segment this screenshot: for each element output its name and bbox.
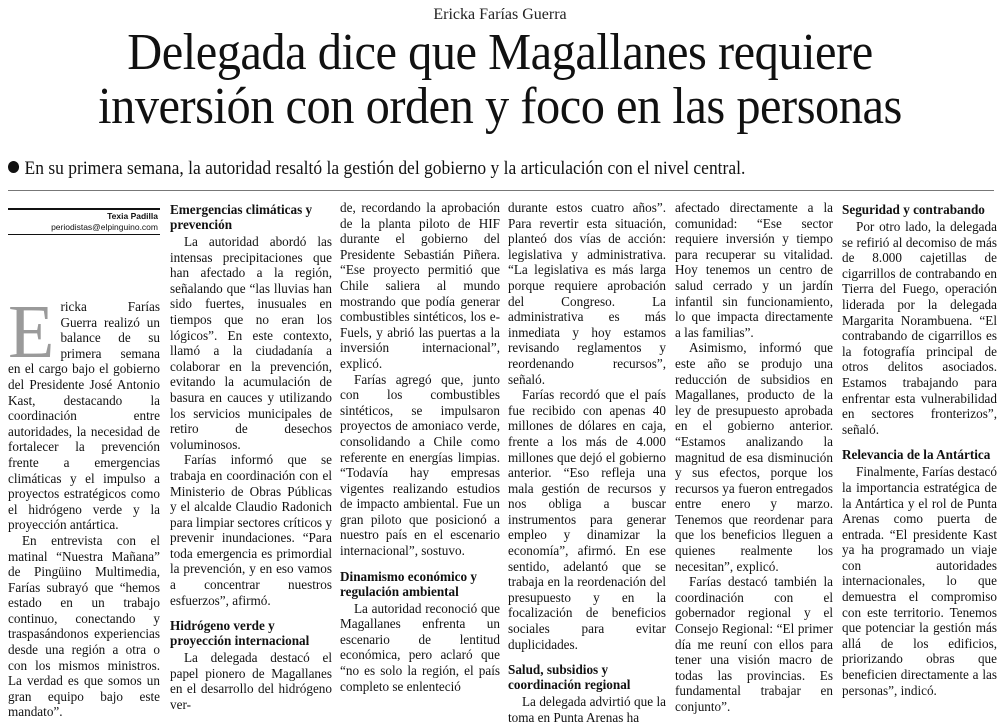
paragraph: La delegada advirtió que la toma en Punta Arenas ha	[508, 694, 666, 725]
bullet-icon	[8, 161, 19, 173]
paragraph: La autoridad reconoció que Magallanes enfrenta un escenario de lentitud económica, pero aclaró que “no es solo la región, el país completo se enlenteció	[340, 600, 500, 694]
drop-cap: E	[8, 290, 55, 374]
headline-line-1: Delegada dice que Magallanes requiere	[127, 24, 873, 81]
column-3	[340, 200, 500, 694]
deck	[8, 158, 919, 180]
headline	[35, 26, 965, 134]
column-1	[8, 200, 160, 720]
paragraph: Farías recordó que el país fue recibido con apenas 40 millones de dólares en caja, frente a los más de 4.000 millones que dejó el gobierno anterior. “Eso refleja una mala gestión de recursos y nos obliga a buscar instrumentos para generar empleo y dinamizar la economía”, afirmó. En ese sentido, adelantó que se trabaja en la reordenación del presupuesto y en la focalización de beneficios sociales para evitar duplicidades.	[508, 387, 666, 652]
kicker: Ericka Farías Guerra	[433, 6, 567, 23]
paragraph: La delegada destacó el papel pionero de Magallanes en el desarrollo del hidrógeno ver-	[170, 650, 332, 713]
paragraph: Farías destacó también la coordinación con el gobernador regional y el Consejo Regional: “El primer día me reuní con ellos para tener una visión macro de todas las provincias. Es fundamental trabajar en conjunto”.	[675, 574, 833, 714]
column-5	[675, 200, 833, 714]
subheading: Seguridad y contrabando	[842, 202, 985, 217]
column-2	[170, 200, 332, 713]
subheading: Dinamismo económico y regulación ambiental	[340, 568, 477, 599]
paragraph: En entrevista con el matinal “Nuestra Mañana” de Pingüino Multimedia, Farías subrayó que “hemos estado en un trabajo continuo, conectando y traspasándonos experiencias desde una región a otra o con los mismos ministros. La verdad es que somos un gran equipo bajo este mandato”.	[8, 532, 160, 720]
byline-name: Texia Padilla	[107, 211, 158, 221]
column-6	[842, 200, 997, 698]
paragraph: Finalmente, Farías destacó la importancia estratégica de la Antártica y el rol de Punta Arenas como puerta de entrada. “El presidente Kast ya ha programado un viaje con autoridades internacionales, lo que demuestra el compromiso con este territorio. Tenemos que potenciar la gestión más allá de los edificios, priorizando obras que beneficien directamente a las personas”, indicó.	[842, 464, 997, 698]
paragraph: Farías informó que se trabaja en coordinación con el Ministerio de Obras Públicas y el alcalde Claudio Radonich para limpiar sectores críticos y prevenir inundaciones. “Para toda emergencia es primordial la prevención, y en eso vamos a concentrar nuestros esfuerzos”, afirmó.	[170, 452, 332, 608]
subheading: Emergencias climáticas y prevención	[170, 202, 313, 232]
headline-line-2: inversión con orden y foco en las personas	[98, 78, 902, 135]
paragraph: afectado directamente a la comunidad: “Ese sector requiere inversión y tiempo para recuperar su vitalidad. Hoy tenemos un centro de salud cerrado y un jardín infantil sin funcionamiento, lo que impacta directamente a las familias”.	[675, 200, 833, 340]
subheading: Salud, subsidios y coordinación regional	[508, 662, 631, 693]
paragraph: de, recordando la aprobación de la planta piloto de HIF durante el gobierno del Presidente Sebastián Piñera. “Ese proyecto permitió que Chile saliera al mundo mostrando que podía generar combustibles sintéticos, los e-Fuels, y abrió las puertas a la inversión internacional”, explicó.	[340, 200, 500, 371]
subheading: Relevancia de la Antártica	[842, 447, 991, 463]
paragraph: Por otro lado, la delegada se refirió al decomiso de más de 8.000 cajetillas de cigarrillos de contrabando en Tierra del Fuego, operación liderada por la delegada Margarita Norambuena. “El contrabando de cigarrillos es la fotografía principal de otros delitos asociados. Estamos trabajando para enfrentar esta vulnerabilidad en sectores fronterizos”, señaló.	[842, 219, 997, 437]
deck-text: En su primera semana, la autoridad resaltó la gestión del gobierno y la articulación con el nivel central.	[24, 158, 746, 179]
byline	[8, 208, 160, 235]
divider	[8, 190, 994, 191]
paragraph: Farías agregó que, junto con los combustibles sintéticos, se impulsaron proyectos de amoniaco verde, consolidando a Chile como referente en energías limpias. “Todavía hay empresas vigentes realizando estudios de impacto ambiental. Fue un gran piloto que posicionó a nuestro país en el escenario internacional”, sostuvo.	[340, 371, 500, 559]
subheading: Hidrógeno verde y proyección internacional	[170, 618, 310, 649]
paragraph: La autoridad abordó las intensas precipitaciones que han afectado a la región, señalando que “las lluvias han sido fuertes, inusuales en tiempos que no eran los lógicos”. En este contexto, llamó a la ciudadanía a colaborar en la prevención, evitando la acumulación de basura en cauces y utilizando los servicios municipales de retiro de desechos voluminosos.	[170, 234, 332, 452]
paragraph: Asimismo, informó que este año se produjo una reducción de subsidios en Magallanes, producto de la ley de presupuesto aprobada en el gobierno anterior. “Estamos analizando la magnitud de esa disminución y sus efectos, porque los recursos ya fueron entregados entre enero y marzo. Tenemos que reordenar para que los beneficios lleguen a quienes realmente los necesitan”, explicó.	[675, 340, 833, 574]
byline-email[interactable]: periodistas@elpinguino.com	[51, 222, 158, 232]
paragraph: durante estos cuatro años”. Para revertir esta situación, planteó dos vías de acción: legislativa y administrativa. “La legislativa es más larga porque requiere aprobación del Congreso. La administrativa es más inmediata y hoy estamos revisando reglamentos y reordenando recursos”, señaló.	[508, 200, 666, 387]
column-4	[508, 200, 666, 725]
paragraph: ricka Farías Guerra realizó un balance de su primera semana en el cargo bajo el gobierno del Presidente José Antonio Kast, destacando la coordinación entre autoridades, la necesidad de fortalecer la prevención frente a emergencias climáticas y el impulso a proyectos estratégicos como el hidrógeno verde y la proyección antártica.	[8, 299, 160, 533]
